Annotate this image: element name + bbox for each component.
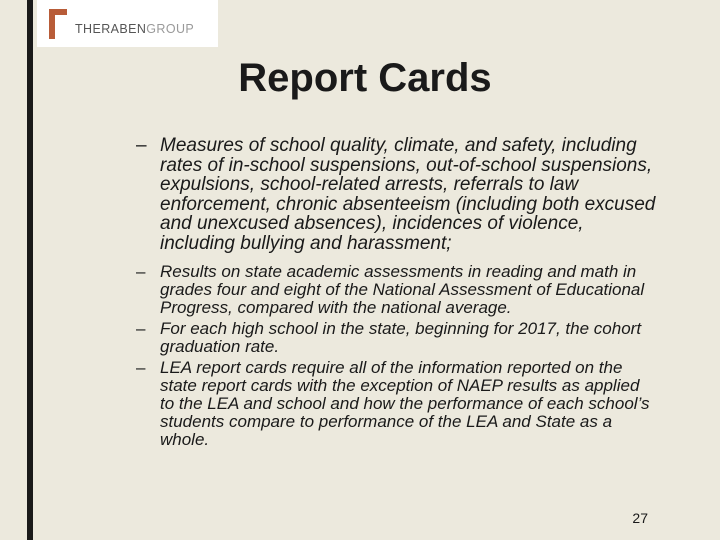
bullet-text: Results on state academic assessments in reading and math in grades four and eight of the National Assessment of Educational Progress, compared with the national average. [160,262,645,317]
bullet-text: For each high school in the state, beginning for 2017, the cohort graduation rate. [160,319,642,356]
bullet-marker: – [136,135,147,156]
bullet-marker: – [136,262,146,281]
logo-brand-primary: THERABEN [75,22,147,36]
raben-logo-mark-icon [49,9,67,39]
company-logo [37,0,218,47]
page-number: 27 [632,510,648,526]
slide-title: Report Cards [238,56,492,100]
bullet-list [136,136,656,449]
bullet-text: LEA report cards require all of the information reported on the state report cards with the exception of NAEP results as applied to the LEA and school and how the performance of each school’s students compare to performance of the LEA and State as a whole. [160,358,650,449]
bullet-item [136,320,656,356]
bullet-marker: – [136,319,146,338]
bullet-marker: – [136,358,146,377]
bullet-item [136,359,656,449]
logo-brand-secondary: GROUP [146,22,195,36]
bullet-text: Measures of school quality, climate, and safety, including rates of in-school suspensions, out-of-school suspensions, expulsions, school-related arrests, referrals to law enforcement, chronic absenteeism (including both excused and unexcused absences), incidences of violence, including bullying and harassment; [160,135,656,254]
logo-wordmark [75,22,194,36]
bullet-item [136,263,656,317]
bullet-item [136,136,656,253]
